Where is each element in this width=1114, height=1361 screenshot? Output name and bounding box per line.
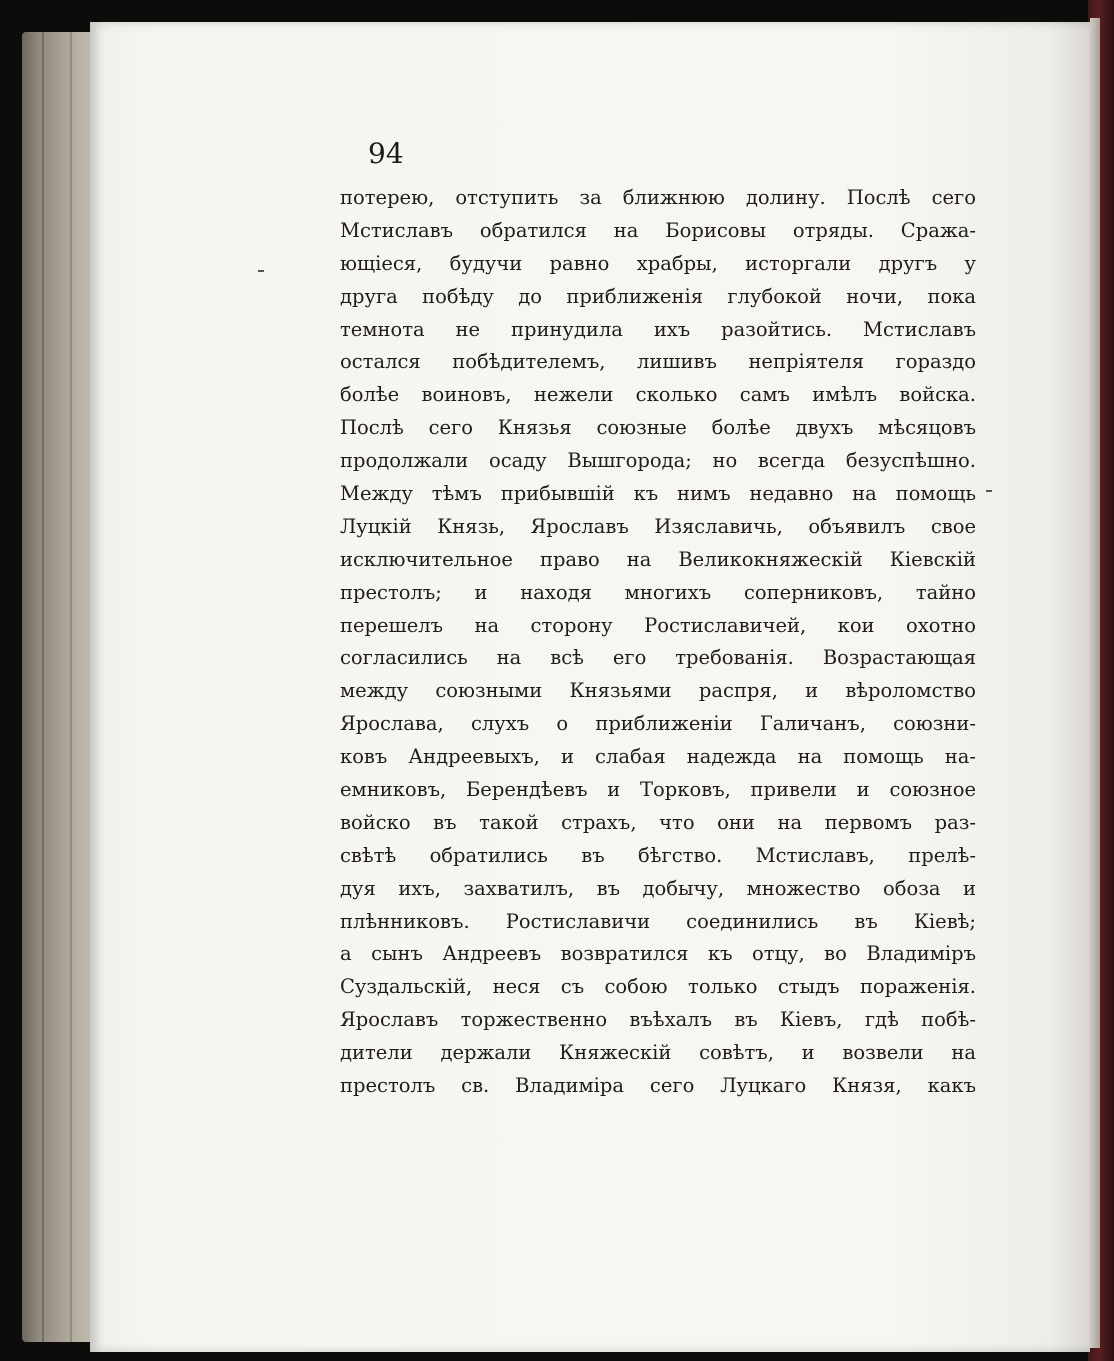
text-line: согласились на всѣ его требованія. Возрастающая — [340, 646, 976, 670]
text-line: потерею, отступить за ближнюю долину. Послѣ сего — [340, 186, 976, 209]
text-line: Ярославъ торжественно въѣхалъ въ Кіевъ, гдѣ побѣ- — [340, 1008, 976, 1032]
text-line: Между тѣмъ прибывшій къ нимъ недавно на помощь — [340, 482, 976, 506]
page-number: 94 — [368, 137, 404, 170]
text-line: темнота не принудила ихъ разойтись. Мстиславъ — [340, 317, 976, 341]
text-line: престолъ св. Владиміра сего Луцкаго Князя, какъ — [340, 1074, 976, 1098]
text-line: Послѣ сего Князья союзные болѣе двухъ мѣсяцовъ — [340, 416, 976, 440]
text-line: престолъ; и находя многихъ соперниковъ, тайно — [340, 580, 976, 604]
text-line: Мстиславъ обратился на Борисовы отряды. Сража- — [340, 218, 976, 242]
text-line: перешелъ на сторону Ростиславичей, кои охотно — [340, 613, 976, 637]
text-line: емниковъ, Берендѣевъ и Торковъ, привели и союзное — [340, 778, 976, 802]
body-text — [340, 182, 976, 1103]
text-line: войско въ такой страхъ, что они на первомъ раз- — [340, 810, 976, 834]
text-line: Ярослава, слухъ о приближеніи Галичанъ, союзни- — [340, 712, 976, 736]
binding-edge — [1088, 0, 1114, 1361]
facing-page-edge — [1090, 18, 1100, 1348]
text-line: болѣе воиновъ, нежели сколько самъ имѣлъ войска. — [340, 383, 976, 407]
text-line: свѣтѣ обратились въ бѣгство. Мстиславъ, прелѣ- — [340, 843, 976, 867]
text-line: дители держали Княжескій совѣтъ, и возвели на — [340, 1041, 976, 1065]
text-line: дуя ихъ, захватилъ, въ добычу, множество обоза и — [340, 876, 976, 900]
text-line: ющіеся, будучи равно храбры, исторгали другъ у — [340, 251, 976, 275]
text-line: исключительное право на Великокняжескій Кіевскій — [340, 547, 976, 571]
text-line: продолжали осаду Вышгорода; но всегда безуспѣшно. — [340, 449, 976, 473]
text-line: Суздальскій, неся съ собою только стыдъ пораженія. — [340, 975, 976, 999]
text-line: плѣнниковъ. Ростиславичи соединились въ Кіевѣ; — [340, 909, 976, 933]
text-line: друга побѣду до приближенія глубокой ночи, пока — [340, 284, 976, 308]
text-line: остался побѣдителемъ, лишивъ непріятеля гораздо — [340, 350, 976, 374]
text-line: между союзными Князьями распря, и вѣроломство — [340, 679, 976, 703]
text-line: ковъ Андреевыхъ, и слабая надежда на помощь на- — [340, 745, 976, 769]
text-line: Луцкій Князь, Ярославъ Изяславичь, объявилъ свое — [340, 514, 976, 538]
margin-mark — [986, 490, 992, 492]
margin-mark — [258, 270, 264, 272]
text-line: а сынъ Андреевъ возвратился къ отцу, во Владиміръ — [340, 942, 976, 966]
